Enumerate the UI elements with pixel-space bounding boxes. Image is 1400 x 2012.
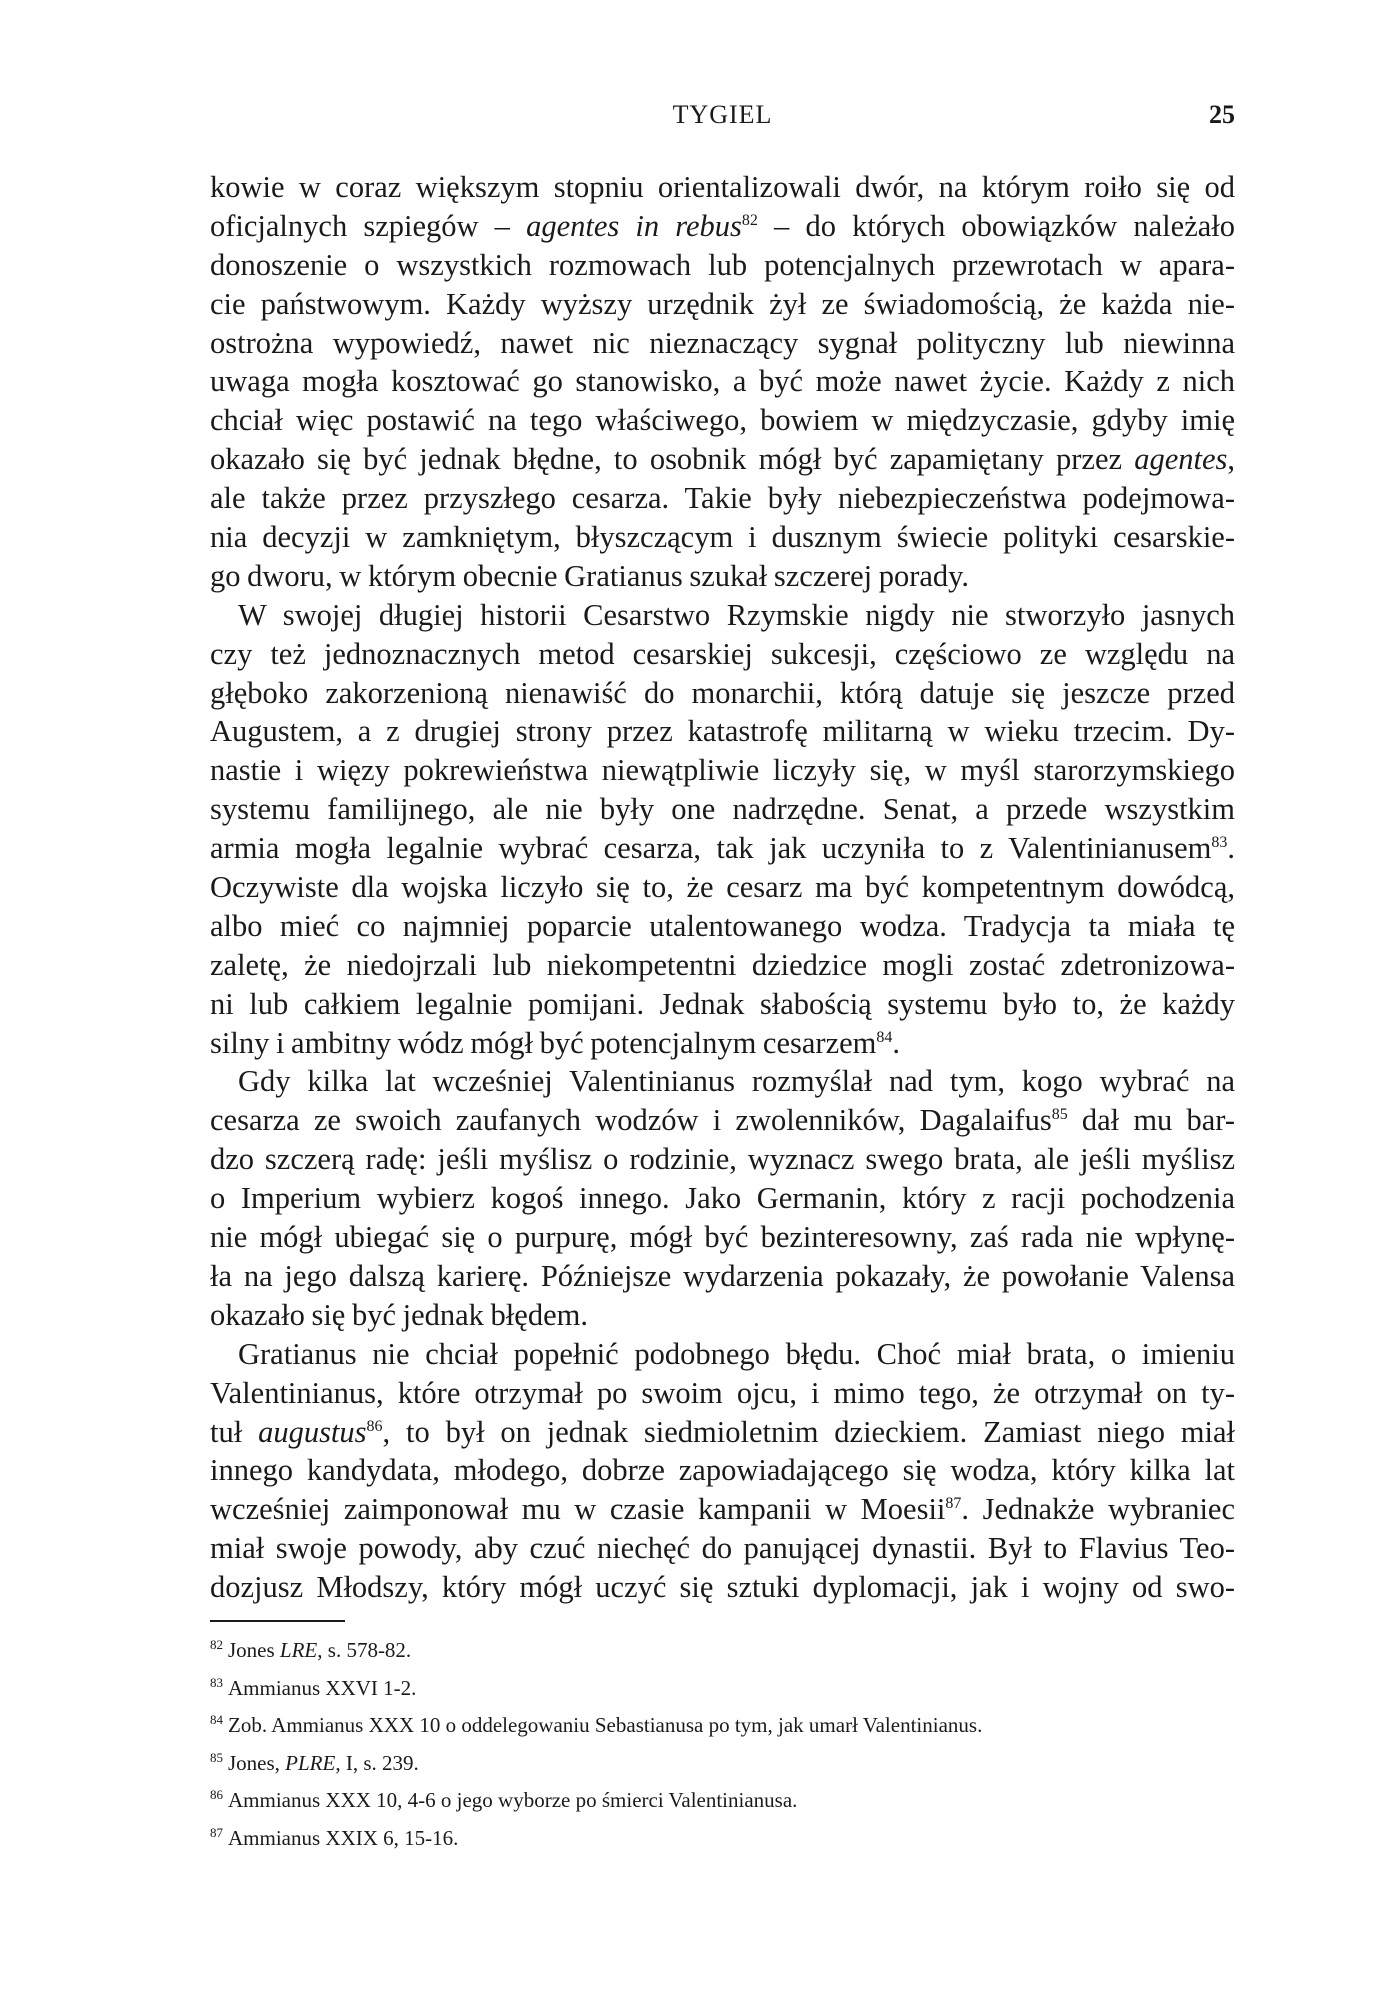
text-run: Oczywiste dla wojska liczyło się to, że cesarz ma być kompetentnym dowódcą,: [210, 870, 1235, 905]
text-run: uwaga mogła kosztować go stanowisko, a być może nawet życie. Każdy z nich: [210, 364, 1235, 399]
footnote-ref: 86: [210, 1787, 223, 1802]
footnote-ref: 85: [210, 1749, 223, 1765]
text-line: [210, 440, 1235, 479]
text-line: [210, 946, 1235, 985]
text-run: Zob. Ammianus XXX 10 o oddelegowaniu Sebastianusa po tym, jak umarł Valentinianus.: [228, 1713, 983, 1737]
text-line: [210, 1413, 1235, 1452]
footnote-ref: 87: [945, 1495, 962, 1513]
text-run: nia decyzji w zamkniętym, błyszczącym i dusznym świecie polityki cesarskie-: [210, 520, 1235, 555]
text-line: [210, 790, 1235, 829]
text-run: miał swoje powody, aby czuć niechęć do panującej dynastii. Był to Flavius Teo-: [210, 1531, 1235, 1566]
text-run: czy też jednoznacznych metod cesarskiej sukcesji, częściowo ze względu na: [210, 636, 1235, 671]
footnote-separator: [210, 1620, 345, 1622]
text-run: armia mogła legalnie wybrać cesarza, tak jak uczyniła to z Valentinianusem: [210, 831, 1212, 866]
text-line: [210, 907, 1235, 946]
text-run: cie państwowym. Każdy wyższy urzędnik żył ze świadomością, że każda nie-: [210, 286, 1235, 321]
footnotes: [210, 1632, 1235, 1857]
text-run: okazało się być jednak błędem.: [210, 1297, 588, 1332]
text-run: tuł: [210, 1414, 259, 1449]
text-line: [210, 1568, 1235, 1607]
footnote-ref: 86: [366, 1417, 383, 1435]
text-line: [210, 1257, 1235, 1296]
italic-text: LRE: [279, 1638, 318, 1662]
text-line: [210, 324, 1235, 363]
text-line: [210, 868, 1235, 907]
text-line: [210, 1024, 1235, 1063]
footnote: [210, 1820, 1235, 1858]
text-line: [210, 985, 1235, 1024]
text-line: [210, 829, 1235, 868]
text-run: Jones,: [228, 1750, 286, 1775]
text-line: [210, 1490, 1235, 1529]
text-run: ostrożna wypowiedź, nawet nic nieznaczący sygnał polityczny lub niewinna: [210, 325, 1235, 360]
text-run: ła na jego dalszą karierę. Późniejsze wydarzenia pokazały, że powołanie Valensa: [210, 1258, 1235, 1293]
text-run: ,: [1227, 442, 1235, 477]
text-run: Jones: [228, 1638, 280, 1662]
text-run: okazało się być jednak błędne, to osobnik mógł być zapamiętany przez: [210, 442, 1135, 477]
footnote: [210, 1707, 1235, 1745]
text-line: [210, 207, 1235, 246]
text-run: .: [892, 1025, 900, 1060]
text-line: [210, 479, 1235, 518]
text-line: [210, 1451, 1235, 1490]
text-line: [210, 1140, 1235, 1179]
footnote-ref: 82: [210, 1637, 223, 1652]
footnote: [210, 1670, 1235, 1708]
text-run: o Imperium wybierz kogoś innego. Jako Germanin, który z racji pochodzenia: [210, 1181, 1235, 1216]
text-run: innego kandydata, młodego, dobrze zapowiadającego się wodza, który kilka lat: [210, 1453, 1235, 1488]
page-number: 25: [1209, 100, 1235, 129]
text-run: Ammianus XXX 10, 4-6 o jego wyborze po śmierci Valentinianusa.: [228, 1788, 798, 1812]
text-run: Gratianus nie chciał popełnić podobnego błędu. Choć miał brata, o imieniu: [238, 1336, 1235, 1371]
italic-text: augustus: [258, 1414, 367, 1449]
text-line: [210, 1179, 1235, 1218]
text-line: [210, 1218, 1235, 1257]
text-run: – do których obowiązków należało: [757, 208, 1235, 243]
footnote-ref: 84: [210, 1712, 223, 1727]
text-run: dał mu bar-: [1067, 1103, 1235, 1138]
text-run: silny i ambitny wódz mógł być potencjalnym cesarzem: [210, 1025, 877, 1060]
text-run: albo mieć co najmniej poparcie utalentowanego wodza. Tradycja ta miała tę: [210, 908, 1235, 943]
text-run: W swojej długiej historii Cesarstwo Rzymskie nigdy nie stworzyło jasnych: [238, 597, 1235, 632]
text-run: Augustem, a z drugiej strony przez katastrofę militarną w wieku trzecim. Dy-: [210, 714, 1235, 749]
italic-text: PLRE: [285, 1750, 336, 1775]
text-run: wcześniej zaimponował mu w czasie kampanii w Moesii: [210, 1492, 946, 1527]
text-line: [210, 635, 1235, 674]
text-line: [210, 518, 1235, 557]
text-run: Ammianus XXVI 1-2.: [228, 1675, 417, 1700]
text-line: [210, 1062, 1235, 1101]
footnote-ref: 83: [210, 1674, 223, 1690]
text-line: [210, 168, 1235, 207]
text-run: chciał więc postawić na tego właściwego, bowiem w międzyczasie, gdyby imię: [210, 403, 1235, 438]
italic-text: agentes in rebus: [526, 208, 742, 243]
text-line: [210, 1335, 1235, 1374]
text-run: dozjusz Młodszy, który mógł uczyć się sztuki dyplomacji, jak i wojny od swo-: [210, 1570, 1235, 1605]
text-line: [210, 1101, 1235, 1140]
text-line: [210, 285, 1235, 324]
footnote-ref: 85: [1051, 1106, 1068, 1124]
text-run: kowie w coraz większym stopniu orientalizowali dwór, na którym roiło się od: [210, 170, 1235, 204]
footnote: [210, 1632, 1235, 1670]
text-line: [210, 246, 1235, 285]
text-run: , s. 578-82.: [317, 1638, 412, 1662]
text-line: [210, 596, 1235, 635]
footnote-ref: 84: [876, 1028, 893, 1046]
text-line: [210, 1529, 1235, 1568]
text-run: ale także przez przyszłego cesarza. Takie były niebezpieczeństwa podejmowa-: [210, 481, 1235, 516]
text-run: .: [1227, 831, 1235, 866]
text-run: głęboko zakorzenioną nienawiść do monarchii, którą datuje się jeszcze przed: [210, 675, 1235, 710]
text-run: donoszenie o wszystkich rozmowach lub potencjalnych przewrotach w apara-: [210, 247, 1235, 282]
text-run: , to był on jednak siedmioletnim dzieckiem. Zamiast niego miał: [382, 1414, 1236, 1449]
footnote-ref: 83: [1211, 833, 1228, 851]
text-run: nie mógł ubiegać się o purpurę, mógł być bezinteresowny, zaś rada nie wpłynę-: [210, 1220, 1235, 1255]
text-run: cesarza ze swoich zaufanych wodzów i zwolenników, Dagalaifus: [210, 1103, 1052, 1138]
footnote-ref: 82: [741, 211, 758, 229]
text-run: ni lub całkiem legalnie pomijani. Jednak słabością systemu było to, że każdy: [210, 986, 1235, 1021]
text-run: zaletę, że niedojrzali lub niekompetentni dziedzice mogli zostać zdetronizowa-: [210, 947, 1235, 982]
text-run: nastie i więzy pokrewieństwa niewątpliwie liczyły się, w myśl starorzymskiego: [210, 753, 1235, 788]
text-run: oficjalnych szpiegów –: [210, 208, 527, 243]
text-run: Gdy kilka lat wcześniej Valentinianus rozmyślał nad tym, kogo wybrać na: [238, 1064, 1235, 1099]
text-line: [210, 1374, 1235, 1413]
footnote: [210, 1745, 1235, 1783]
text-run: systemu familijnego, ale nie były one nadrzędne. Senat, a przede wszystkim: [210, 792, 1235, 827]
running-title: TYGIEL: [672, 100, 773, 129]
text-line: [210, 751, 1235, 790]
text-line: [210, 362, 1235, 401]
text-line: [210, 674, 1235, 713]
text-run: go dworu, w którym obecnie Gratianus szukał szczerej porady.: [210, 558, 970, 593]
running-head: [210, 100, 1235, 140]
italic-text: agentes: [1134, 442, 1228, 477]
text-run: , I, s. 239.: [335, 1750, 419, 1775]
text-line: [210, 712, 1235, 751]
body-text: [210, 168, 1235, 1607]
text-run: Ammianus XXIX 6, 15-16.: [228, 1825, 459, 1850]
text-run: dzo szczerą radę: jeśli myślisz o rodzinie, wyznacz swego brata, ale jeśli myślisz: [210, 1142, 1235, 1177]
text-line: [210, 401, 1235, 440]
text-run: . Jednakże wybraniec: [961, 1492, 1235, 1527]
text-line: [210, 557, 1235, 596]
footnote: [210, 1782, 1235, 1820]
footnote-ref: 87: [210, 1824, 223, 1840]
text-line: [210, 1296, 1235, 1335]
text-run: Valentinianus, które otrzymał po swoim ojcu, i mimo tego, że otrzymał on ty-: [210, 1375, 1235, 1410]
